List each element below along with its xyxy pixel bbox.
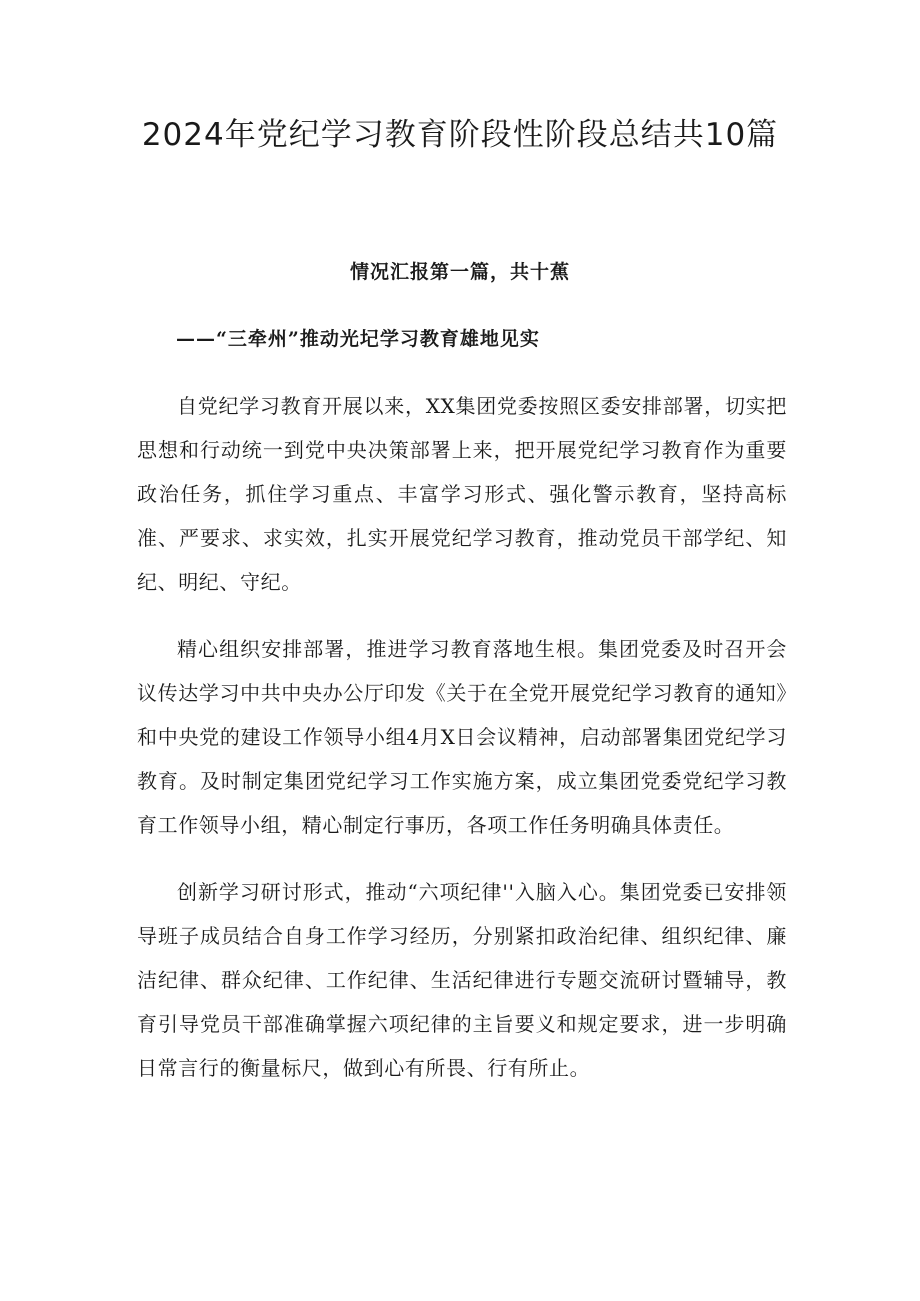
section-heading: 情况汇报第一篇，共十蕉 xyxy=(349,261,570,283)
subtitle: ——“三牵州”推动光圮学习教育雄地见实 xyxy=(176,328,540,350)
document-body xyxy=(137,384,787,1113)
paragraph-2: 精心组织安排部署，推进学习教育落地生根。集团党委及时召开会议传达学习中共中央办公厅印发《关于在全党开展党纪学习教育的通知》和中央党的建设工作领导小组4月X日会议精神，启动部署集团党纪学习教育。及时制定集团党纪学习工作实施方案，成立集团党委党纪学习教育工作领导小组，精心制定行事历，各项工作任务明确具体责任。 xyxy=(137,637,787,837)
paragraph-1: 自党纪学习教育开展以来，XX集团党委按照区委安排部署，切实把思想和行动统一到党中央决策部署上来，把开展党纪学习教育作为重要政治任务，抓住学习重点、丰富学习形式、强化警示教育，坚持高标准、严要求、求实效，扎实开展党纪学习教育，推动党员干部学纪、知纪、明纪、守纪。 xyxy=(137,394,787,594)
document-title: 2024年党纪学习教育阶段性阶段总结共10篇 xyxy=(141,117,779,153)
paragraph-3: 创新学习研讨形式，推动“六项纪律''入脑入心。集团党委已安排领导班子成员结合自身工作学习经历，分别紧扣政治纪律、组织纪律、廉洁纪律、群众纪律、工作纪律、生活纪律进行专题交流研讨暨辅导，教育引导党员干部准确掌握六项纪律的主旨要义和规定要求，进一步明确日常言行的衡量标尺，做到心有所畏、行有所止。 xyxy=(137,880,787,1080)
